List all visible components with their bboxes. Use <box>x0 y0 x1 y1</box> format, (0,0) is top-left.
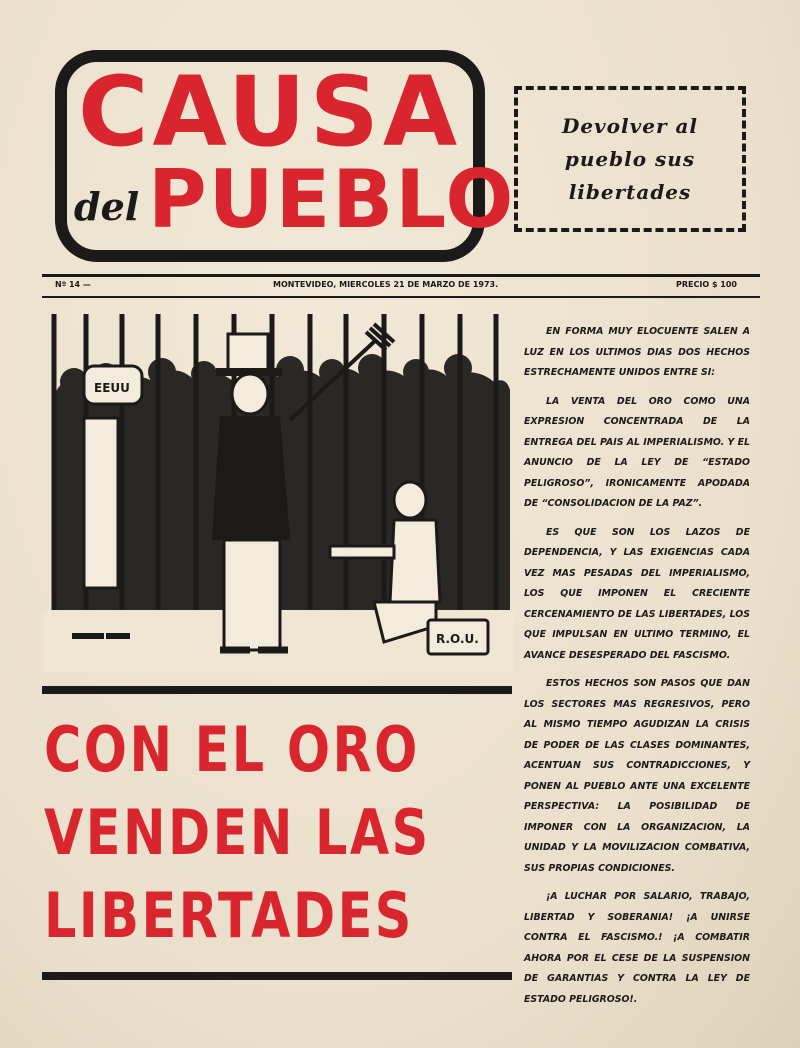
headline-line: CON EL ORO <box>44 713 420 786</box>
dateline-top-rule <box>42 274 760 277</box>
headline-top-bar <box>42 686 512 694</box>
masthead-title-pueblo: PUEBLO <box>148 153 516 246</box>
eeuu-box-label: EEUU <box>94 381 130 395</box>
article-paragraph: ES QUE SON LOS LAZOS DE DEPENDENCIA, Y LAS EXIGENCIAS CADA VEZ MAS PESADAS DEL IMPERIALISMO, LOS QUE IMPONEN EL CRECIENTE CERCENAMIENTO DE LAS LIBERTADES, LOS QUE IMPULSAN EN ULTIMO TERMINO, EL AVANCE DESESPERADO DEL FASCISMO. <box>524 526 750 661</box>
masthead-title-causa: CAUSA <box>78 56 462 168</box>
article-paragraph: ¡A LUCHAR POR SALARIO, TRABAJO, LIBERTAD Y SOBERANIA! ¡A UNIRSE CONTRA EL FASCISMO.! ¡A COMBATIR AHORA POR EL CESE DE LA SUSPENSION DE GARANTIAS Y CONTRA LA LEY DE ESTADO PELIGROSO!. <box>524 891 750 1005</box>
slogan-line: libertades <box>568 179 692 204</box>
price: PRECIO $ 100 <box>676 280 737 289</box>
headline-line: LIBERTADES <box>44 879 414 952</box>
headline-line: VENDEN LAS <box>44 796 431 869</box>
slogan-line: pueblo sus <box>564 146 696 171</box>
headline-bottom-bar <box>42 972 512 980</box>
cartoon-illustration <box>44 310 514 672</box>
place-date: MONTEVIDEO, MIERCOLES 21 DE MARZO DE 1973. <box>273 280 499 289</box>
slogan-box <box>514 86 746 232</box>
article-paragraph: EN FORMA MUY ELOCUENTE SALEN A LUZ EN LOS ULTIMOS DIAS DOS HECHOS ESTRECHAMENTE UNIDOS ENTRE SI: <box>524 326 750 378</box>
issue-number: Nº 14 — <box>55 280 91 289</box>
headline <box>44 708 429 957</box>
article-paragraph: LA VENTA DEL ORO COMO UNA EXPRESION CONCENTRADA DE LA ENTREGA DEL PAIS AL IMPERIALISMO. Y EL ANUNCIO DE LA LEY DE “ESTADO PELIGROSO”, IRONICAMENTE APODADA DE “CONSOLIDACION DE LA PAZ”. <box>524 395 750 509</box>
gold-bars <box>330 546 394 558</box>
article-paragraph: ESTOS HECHOS SON PASOS QUE DAN LOS SECTORES MAS REGRESIVOS, PERO AL MISMO TIEMPO AGUDIZAN LA CRISIS DE PODER DE LAS CLASES DOMINANTES, ACENTUAN SUS CONTRADICCIONES, Y PONEN AL PUEBLO ANTE UNA EXCELENTE PERSPECTIVA: LA POSIBILIDAD DE IMPONER CON LA ORGANIZACION, LA UNIDAD Y LA MOVILIZACION COMBATIVA, SUS PROPIAS CONDICIONES. <box>524 678 750 874</box>
dateline-bottom-rule <box>42 296 760 298</box>
briefcase-label: R.O.U. <box>436 632 479 646</box>
masthead-title-del: del <box>74 184 140 229</box>
article-column <box>524 322 750 1018</box>
dateline <box>55 280 745 294</box>
slogan-line: Devolver al <box>561 113 699 138</box>
